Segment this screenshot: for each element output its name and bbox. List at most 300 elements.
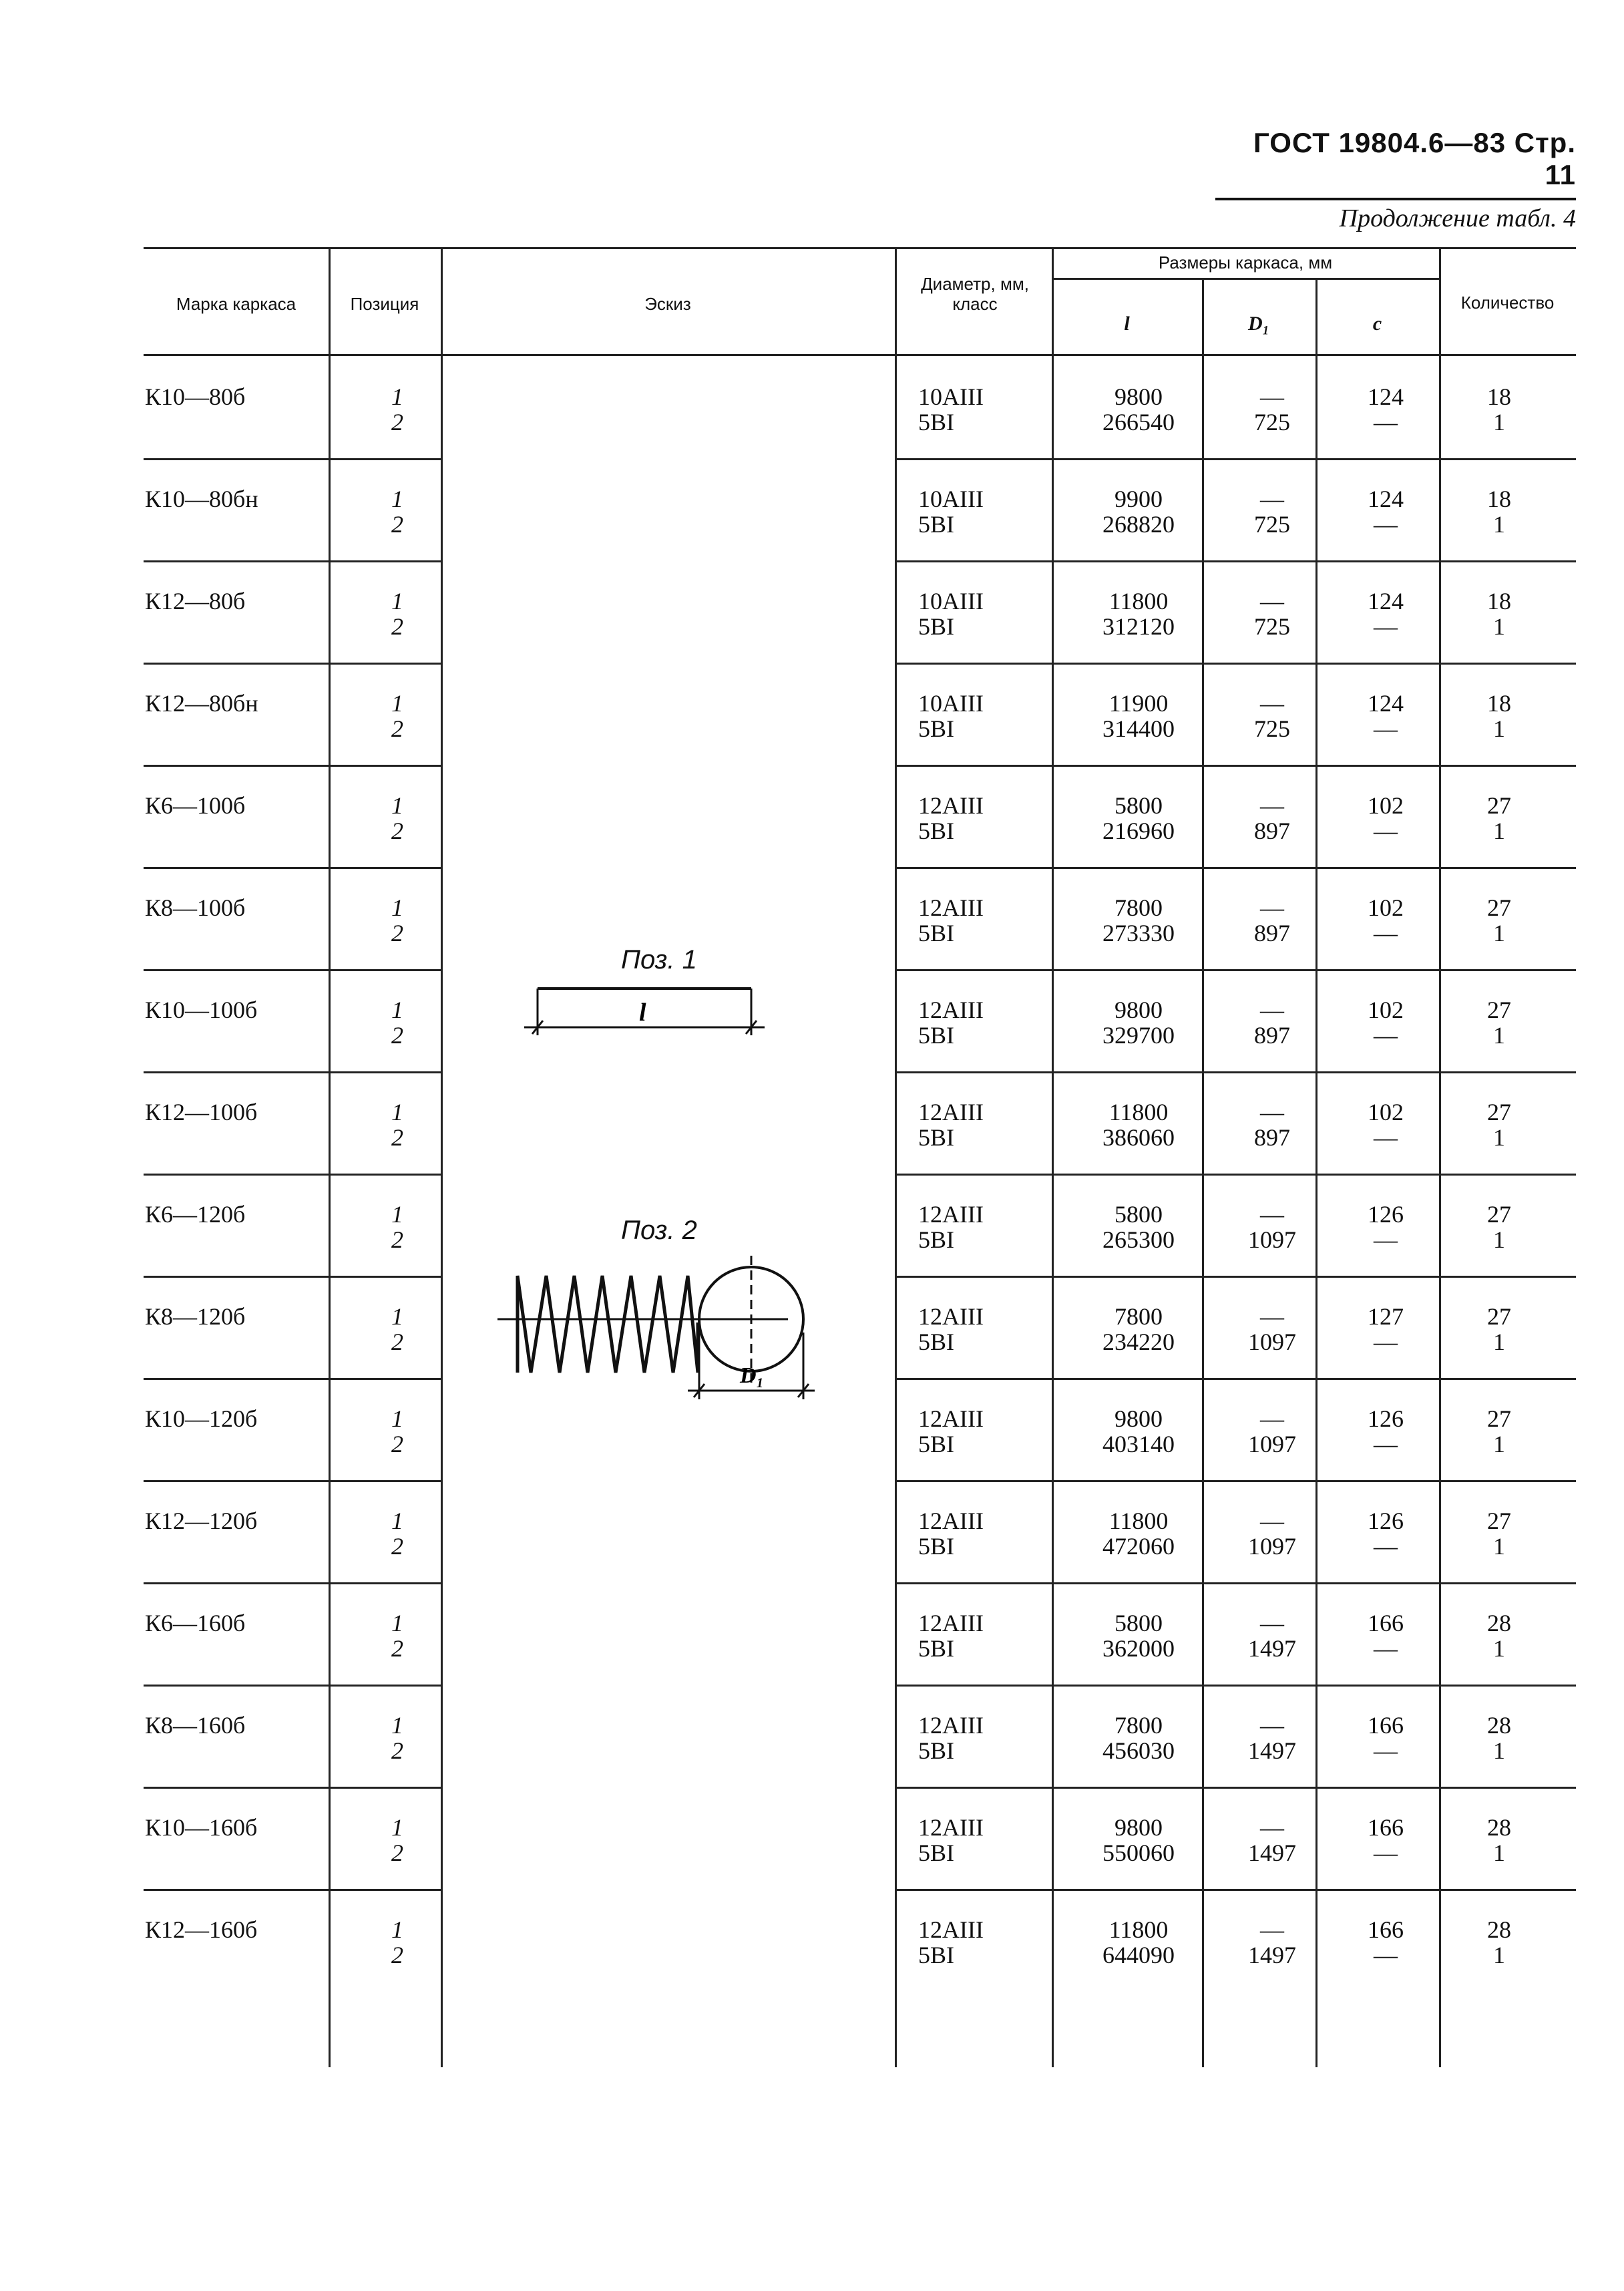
row-diameter — [918, 384, 1065, 435]
row-quantity-2: 1 — [1493, 613, 1505, 640]
sketch-pos2-drawing — [494, 1249, 841, 1416]
row-length-2: 273330 — [1102, 920, 1175, 946]
row-d1 — [1219, 1508, 1326, 1559]
row-position — [377, 1508, 417, 1559]
table-row — [144, 1386, 1576, 1488]
row-quantity-2: 1 — [1493, 1533, 1505, 1560]
row-c-1: 166 — [1368, 1712, 1404, 1739]
row-length-1: 11800 — [1108, 588, 1169, 614]
row-d1 — [1219, 997, 1326, 1048]
row-quantity-1: 27 — [1487, 1303, 1511, 1330]
row-position-1: 1 — [391, 1916, 403, 1943]
row-d1 — [1219, 588, 1326, 639]
row-diameter — [918, 486, 1065, 537]
row-length-2: 456030 — [1102, 1737, 1175, 1764]
row-diameter-1: 12АIII — [918, 1405, 984, 1432]
row-c-2: — — [1374, 409, 1398, 435]
row-quantity — [1432, 1610, 1566, 1661]
header-dimensions: Размеры каркаса, мм — [1158, 252, 1333, 273]
header-d1: D₁ — [1247, 313, 1270, 335]
row-diameter-2: 5BI — [918, 1533, 954, 1560]
row-position-1: 1 — [391, 792, 403, 819]
row-c-2: — — [1374, 1431, 1398, 1457]
row-diameter-2: 5BI — [918, 818, 954, 844]
header-bottom-rule — [144, 354, 1576, 356]
row-diameter-1: 10АIII — [918, 486, 984, 512]
row-d1 — [1219, 1917, 1326, 1968]
row-length-1: 11900 — [1108, 690, 1169, 717]
row-quantity — [1432, 997, 1566, 1048]
data-table — [144, 247, 1576, 2067]
row-c — [1332, 895, 1439, 946]
row-quantity-1: 18 — [1487, 588, 1511, 614]
row-diameter-2: 5BI — [918, 1635, 954, 1662]
row-length-1: 7800 — [1114, 1712, 1163, 1739]
row-quantity — [1432, 1508, 1566, 1559]
row-quantity-1: 27 — [1487, 1201, 1511, 1228]
row-d1 — [1219, 1713, 1326, 1763]
row-d1-2: 897 — [1254, 818, 1290, 844]
row-c — [1332, 793, 1439, 844]
row-length — [1075, 486, 1202, 537]
header-position: Позиция — [350, 294, 419, 314]
row-length — [1075, 1406, 1202, 1457]
row-d1-2: 897 — [1254, 1124, 1290, 1151]
row-quantity-2: 1 — [1493, 511, 1505, 538]
header-sketch: Эскиз — [644, 294, 691, 314]
row-mark: К10—80бн — [145, 486, 258, 512]
row-c-2: — — [1374, 613, 1398, 640]
row-quantity-2: 1 — [1493, 1431, 1505, 1457]
row-d1-2: 725 — [1254, 511, 1290, 538]
row-position-1: 1 — [391, 997, 403, 1023]
row-d1-2: 1097 — [1248, 1226, 1296, 1253]
row-length-1: 9800 — [1114, 1814, 1163, 1841]
row-d1-2: 1097 — [1248, 1431, 1296, 1457]
row-quantity-2: 1 — [1493, 409, 1505, 435]
row-quantity-1: 27 — [1487, 1405, 1511, 1432]
row-position-2: 2 — [391, 1226, 403, 1253]
table-row — [144, 1795, 1576, 1897]
row-diameter-2: 5BI — [918, 1124, 954, 1151]
table-row — [144, 1079, 1576, 1182]
row-length-1: 11800 — [1108, 1916, 1169, 1943]
row-diameter-2: 5BI — [918, 1022, 954, 1049]
row-length-1: 11800 — [1108, 1508, 1169, 1534]
row-quantity-1: 18 — [1487, 383, 1511, 410]
row-length — [1075, 1713, 1202, 1763]
row-quantity-1: 18 — [1487, 486, 1511, 512]
table-row — [144, 1284, 1576, 1386]
row-c — [1332, 1202, 1439, 1252]
row-length-2: 265300 — [1102, 1226, 1175, 1253]
row-position-1: 1 — [391, 690, 403, 717]
row-position-2: 2 — [391, 1737, 403, 1764]
row-quantity-2: 1 — [1493, 1737, 1505, 1764]
row-position — [377, 1406, 417, 1457]
row-length-1: 7800 — [1114, 1303, 1163, 1330]
row-d1-1: — — [1260, 1099, 1284, 1125]
row-quantity-2: 1 — [1493, 818, 1505, 844]
row-quantity-1: 18 — [1487, 690, 1511, 717]
row-position — [377, 997, 417, 1048]
row-c-1: 126 — [1368, 1508, 1404, 1534]
row-mark: К6—100б — [145, 792, 246, 819]
row-d1-1: — — [1260, 1405, 1284, 1432]
row-length-2: 403140 — [1102, 1431, 1175, 1457]
row-position-2: 2 — [391, 818, 403, 844]
row-c — [1332, 384, 1439, 435]
row-diameter-2: 5BI — [918, 613, 954, 640]
row-d1 — [1219, 793, 1326, 844]
row-c-2: — — [1374, 920, 1398, 946]
row-diameter-2: 5BI — [918, 1226, 954, 1253]
row-c-2: — — [1374, 1124, 1398, 1151]
row-diameter-2: 5BI — [918, 1329, 954, 1355]
row-quantity-1: 28 — [1487, 1610, 1511, 1636]
row-diameter-2: 5BI — [918, 1839, 954, 1866]
row-diameter-2: 5BI — [918, 715, 954, 742]
header-diameter: Диаметр, мм, класс — [921, 274, 1029, 314]
row-c-2: — — [1374, 1329, 1398, 1355]
row-position-2: 2 — [391, 1839, 403, 1866]
row-position-1: 1 — [391, 894, 403, 921]
row-d1-1: — — [1260, 1201, 1284, 1228]
row-quantity-1: 27 — [1487, 792, 1511, 819]
row-diameter-1: 12АIII — [918, 1814, 984, 1841]
row-length-1: 9800 — [1114, 383, 1163, 410]
table-row — [144, 568, 1576, 671]
row-position-2: 2 — [391, 1329, 403, 1355]
row-diameter-1: 12АIII — [918, 1916, 984, 1943]
row-position — [377, 691, 417, 741]
row-position-2: 2 — [391, 1124, 403, 1151]
table-row — [144, 1590, 1576, 1693]
sketch-pos1-dimension: l — [639, 999, 646, 1027]
row-quantity-1: 28 — [1487, 1814, 1511, 1841]
row-diameter-1: 12АIII — [918, 1303, 984, 1330]
row-c — [1332, 1508, 1439, 1559]
row-diameter-2: 5BI — [918, 1737, 954, 1764]
row-mark: К12—80бн — [145, 690, 258, 717]
row-position-1: 1 — [391, 1201, 403, 1228]
row-d1-2: 1497 — [1248, 1635, 1296, 1662]
row-length-2: 268820 — [1102, 511, 1175, 538]
header-mark: Марка каркаса — [176, 294, 296, 314]
row-diameter — [918, 793, 1065, 844]
row-quantity-1: 27 — [1487, 894, 1511, 921]
row-d1 — [1219, 1815, 1326, 1866]
row-length — [1075, 997, 1202, 1048]
row-position — [377, 895, 417, 946]
row-mark: К10—100б — [145, 997, 258, 1023]
row-quantity — [1432, 1815, 1566, 1866]
row-d1-2: 1097 — [1248, 1329, 1296, 1355]
row-quantity-1: 28 — [1487, 1712, 1511, 1739]
row-c-1: 124 — [1368, 588, 1404, 614]
table-row — [144, 1693, 1576, 1795]
row-quantity — [1432, 1099, 1566, 1150]
row-length-2: 644090 — [1102, 1942, 1175, 1968]
row-length-1: 7800 — [1114, 894, 1163, 921]
row-mark: К12—100б — [145, 1099, 258, 1125]
row-position-2: 2 — [391, 1022, 403, 1049]
row-diameter-1: 12АIII — [918, 1508, 984, 1534]
row-quantity — [1432, 1202, 1566, 1252]
row-diameter — [918, 1815, 1065, 1866]
row-length — [1075, 1202, 1202, 1252]
table-row — [144, 1488, 1576, 1590]
row-c — [1332, 1406, 1439, 1457]
row-position-1: 1 — [391, 1303, 403, 1330]
row-quantity-1: 28 — [1487, 1916, 1511, 1943]
row-length — [1075, 895, 1202, 946]
row-c-1: 102 — [1368, 1099, 1404, 1125]
row-length-2: 550060 — [1102, 1839, 1175, 1866]
row-d1-2: 897 — [1254, 920, 1290, 946]
row-mark: К10—160б — [145, 1814, 258, 1841]
row-quantity-2: 1 — [1493, 1124, 1505, 1151]
row-c — [1332, 1304, 1439, 1355]
row-position-1: 1 — [391, 1405, 403, 1432]
row-diameter-2: 5BI — [918, 1431, 954, 1457]
row-d1-2: 725 — [1254, 409, 1290, 435]
row-c-1: 126 — [1368, 1201, 1404, 1228]
row-position-1: 1 — [391, 1508, 403, 1534]
sketch-pos2-dimension: D₁ — [740, 1363, 765, 1388]
row-c — [1332, 1815, 1439, 1866]
row-position — [377, 1815, 417, 1866]
row-c — [1332, 997, 1439, 1048]
row-position-1: 1 — [391, 1814, 403, 1841]
row-position — [377, 1610, 417, 1661]
row-length-1: 9900 — [1114, 486, 1163, 512]
row-position-2: 2 — [391, 1942, 403, 1968]
row-quantity-2: 1 — [1493, 715, 1505, 742]
row-d1 — [1219, 486, 1326, 537]
row-quantity-1: 27 — [1487, 1508, 1511, 1534]
row-c-1: 124 — [1368, 690, 1404, 717]
row-quantity — [1432, 895, 1566, 946]
row-d1-2: 1497 — [1248, 1942, 1296, 1968]
row-d1-1: — — [1260, 894, 1284, 921]
page-header: ГОСТ 19804.6—83 Стр. 11 — [1215, 127, 1576, 200]
row-diameter — [918, 1508, 1065, 1559]
table-row — [144, 466, 1576, 568]
row-c — [1332, 588, 1439, 639]
row-diameter-2: 5BI — [918, 920, 954, 946]
row-quantity — [1432, 588, 1566, 639]
row-diameter-1: 12АIII — [918, 1610, 984, 1636]
row-diameter — [918, 997, 1065, 1048]
header-length: l — [1124, 313, 1130, 335]
row-c-1: 127 — [1368, 1303, 1404, 1330]
row-d1-1: — — [1260, 1303, 1284, 1330]
row-d1-1: — — [1260, 588, 1284, 614]
row-c — [1332, 691, 1439, 741]
row-d1-1: — — [1260, 1508, 1284, 1534]
row-length-1: 9800 — [1114, 997, 1163, 1023]
row-c-2: — — [1374, 511, 1398, 538]
row-length — [1075, 1815, 1202, 1866]
row-diameter — [918, 1713, 1065, 1763]
row-length-2: 266540 — [1102, 409, 1175, 435]
row-length-1: 11800 — [1108, 1099, 1169, 1125]
row-length-1: 5800 — [1114, 792, 1163, 819]
row-mark: К12—80б — [145, 588, 246, 614]
row-position-1: 1 — [391, 486, 403, 512]
row-length — [1075, 1610, 1202, 1661]
row-length — [1075, 384, 1202, 435]
row-c — [1332, 1099, 1439, 1150]
row-c-1: 126 — [1368, 1405, 1404, 1432]
row-diameter — [918, 1304, 1065, 1355]
sketch-pos1-drawing — [518, 975, 778, 1049]
row-length-2: 362000 — [1102, 1635, 1175, 1662]
row-d1-1: — — [1260, 1610, 1284, 1636]
row-d1-1: — — [1260, 1916, 1284, 1943]
row-c-2: — — [1374, 1226, 1398, 1253]
row-d1-2: 725 — [1254, 715, 1290, 742]
row-position — [377, 1202, 417, 1252]
row-length — [1075, 691, 1202, 741]
row-mark: К10—120б — [145, 1405, 258, 1432]
row-length-2: 216960 — [1102, 818, 1175, 844]
row-d1-2: 1497 — [1248, 1839, 1296, 1866]
row-c-1: 166 — [1368, 1610, 1404, 1636]
row-c-1: 102 — [1368, 792, 1404, 819]
row-d1-1: — — [1260, 383, 1284, 410]
row-d1-1: — — [1260, 486, 1284, 512]
row-position — [377, 486, 417, 537]
row-diameter-1: 12АIII — [918, 792, 984, 819]
row-position-1: 1 — [391, 1099, 403, 1125]
row-d1 — [1219, 384, 1326, 435]
table-row — [144, 1182, 1576, 1284]
row-length — [1075, 1099, 1202, 1150]
row-length-2: 386060 — [1102, 1124, 1175, 1151]
row-position-2: 2 — [391, 920, 403, 946]
row-d1 — [1219, 1406, 1326, 1457]
sketch-pos2-label: Поз. 2 — [621, 1216, 697, 1245]
row-c-2: — — [1374, 1022, 1398, 1049]
row-c — [1332, 486, 1439, 537]
row-diameter-1: 12АIII — [918, 997, 984, 1023]
row-position-1: 1 — [391, 383, 403, 410]
row-diameter-1: 10АIII — [918, 690, 984, 717]
row-position-2: 2 — [391, 1635, 403, 1662]
row-diameter-1: 12АIII — [918, 1099, 984, 1125]
row-length-2: 312120 — [1102, 613, 1175, 640]
row-position — [377, 1099, 417, 1150]
row-diameter — [918, 1610, 1065, 1661]
row-d1-2: 897 — [1254, 1022, 1290, 1049]
row-c — [1332, 1610, 1439, 1661]
row-position-2: 2 — [391, 1431, 403, 1457]
row-diameter-2: 5BI — [918, 1942, 954, 1968]
row-d1 — [1219, 1202, 1326, 1252]
row-mark: К8—120б — [145, 1303, 246, 1330]
row-mark: К6—160б — [145, 1610, 246, 1636]
row-c-2: — — [1374, 1533, 1398, 1560]
row-quantity — [1432, 384, 1566, 435]
row-c — [1332, 1917, 1439, 1968]
row-position-2: 2 — [391, 409, 403, 435]
table-row — [144, 875, 1576, 977]
row-diameter-1: 10АIII — [918, 383, 984, 410]
row-c-2: — — [1374, 715, 1398, 742]
row-length — [1075, 1304, 1202, 1355]
row-quantity-2: 1 — [1493, 1635, 1505, 1662]
row-c-1: 124 — [1368, 383, 1404, 410]
row-mark: К12—160б — [145, 1916, 258, 1943]
row-c-2: — — [1374, 1942, 1398, 1968]
row-position-1: 1 — [391, 1610, 403, 1636]
row-position — [377, 1304, 417, 1355]
table-row — [144, 364, 1576, 466]
row-mark: К6—120б — [145, 1201, 246, 1228]
row-d1-2: 1497 — [1248, 1737, 1296, 1764]
row-diameter — [918, 1202, 1065, 1252]
row-quantity — [1432, 486, 1566, 537]
row-quantity-2: 1 — [1493, 1226, 1505, 1253]
row-diameter — [918, 691, 1065, 741]
row-quantity — [1432, 793, 1566, 844]
row-c — [1332, 1713, 1439, 1763]
table-continuation-note: Продолжение табл. 4 — [1339, 204, 1576, 232]
row-length-2: 234220 — [1102, 1329, 1175, 1355]
row-position-2: 2 — [391, 511, 403, 538]
row-position — [377, 588, 417, 639]
row-diameter — [918, 1099, 1065, 1150]
row-quantity — [1432, 691, 1566, 741]
row-quantity-2: 1 — [1493, 1839, 1505, 1866]
table-row — [144, 1897, 1576, 1999]
row-diameter-1: 12АIII — [918, 1201, 984, 1228]
row-position-2: 2 — [391, 1533, 403, 1560]
row-mark: К8—100б — [145, 894, 246, 921]
row-d1-1: — — [1260, 1712, 1284, 1739]
row-d1-1: — — [1260, 1814, 1284, 1841]
row-position-1: 1 — [391, 588, 403, 614]
row-d1 — [1219, 895, 1326, 946]
row-quantity-2: 1 — [1493, 1329, 1505, 1355]
row-d1 — [1219, 1099, 1326, 1150]
sketch-pos1-label: Поз. 1 — [621, 945, 697, 975]
row-position — [377, 1917, 417, 1968]
row-d1 — [1219, 1610, 1326, 1661]
row-mark: К8—160б — [145, 1712, 246, 1739]
row-diameter-2: 5BI — [918, 511, 954, 538]
row-c-1: 166 — [1368, 1814, 1404, 1841]
row-diameter — [918, 1917, 1065, 1968]
row-length-2: 329700 — [1102, 1022, 1175, 1049]
row-diameter-1: 10АIII — [918, 588, 984, 614]
row-diameter-2: 5BI — [918, 409, 954, 435]
row-quantity-1: 27 — [1487, 1099, 1511, 1125]
row-quantity — [1432, 1406, 1566, 1457]
table-row — [144, 671, 1576, 773]
row-diameter — [918, 895, 1065, 946]
row-length-2: 314400 — [1102, 715, 1175, 742]
row-c-1: 124 — [1368, 486, 1404, 512]
row-length-1: 5800 — [1114, 1201, 1163, 1228]
row-position — [377, 384, 417, 435]
row-position — [377, 793, 417, 844]
row-length — [1075, 793, 1202, 844]
table-row — [144, 773, 1576, 875]
row-quantity — [1432, 1917, 1566, 1968]
